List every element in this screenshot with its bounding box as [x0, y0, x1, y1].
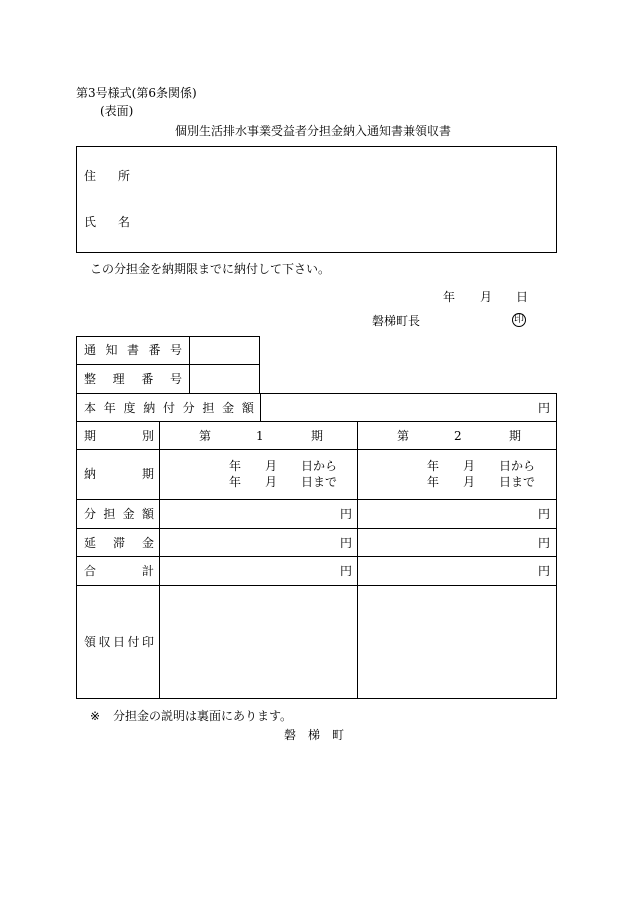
due-2-to-month: 月 [463, 475, 476, 489]
date-month: 月 [480, 290, 493, 304]
date-day: 日 [516, 290, 529, 304]
period-1-dai: 第 [199, 429, 212, 443]
seal-mark: 印 [514, 314, 524, 325]
payment-notice: この分担金を納期限までに納付して下さい。 [90, 262, 331, 276]
address-name-box [76, 146, 557, 253]
due-2-from-month: 月 [463, 459, 476, 473]
name-label: 氏 名 [84, 215, 130, 229]
date-year: 年 [443, 290, 456, 304]
annual-amount-label: 本 年 度 納 付 分 担 金 額 [84, 401, 254, 415]
period-label: 期 別 [84, 429, 154, 443]
note-mark: ※ [90, 709, 101, 723]
period-2-ki: 期 [509, 429, 522, 443]
period-1-number: 1 [256, 429, 264, 443]
period-2-dai: 第 [397, 429, 410, 443]
receipt-stamp-area-1 [161, 588, 355, 696]
due-label: 納 期 [84, 467, 154, 481]
due-2-from-year: 年 [427, 459, 440, 473]
due-2-to-day: 日まで [499, 475, 536, 489]
form-number: 第3号様式(第6条関係) [76, 86, 197, 100]
share-amount-1-yen: 円 [340, 507, 353, 521]
document-title: 個別生活排水事業受益者分担金納入通知書兼領収書 [175, 124, 452, 138]
due-1-to-day: 日まで [301, 475, 338, 489]
issuer-mayor: 磐梯町長 [372, 314, 421, 328]
annual-amount-yen: 円 [538, 401, 551, 415]
share-amount-2-yen: 円 [538, 507, 551, 521]
address-label: 住 所 [84, 169, 130, 183]
receipt-stamp-area-2 [359, 588, 555, 696]
due-1-from-day: 日から [301, 459, 338, 473]
due-1-from-month: 月 [265, 459, 278, 473]
due-2-to-year: 年 [427, 475, 440, 489]
late-fee-2-yen: 円 [538, 536, 551, 550]
due-1-from-year: 年 [229, 459, 242, 473]
due-1-to-year: 年 [229, 475, 242, 489]
side-label: (表面) [100, 104, 134, 118]
footer-town: 磐 梯 町 [284, 728, 345, 742]
period-2-number: 2 [454, 429, 462, 443]
notice-number-label: 通 知 書 番 号 [84, 343, 182, 357]
total-2-yen: 円 [538, 564, 551, 578]
share-amount-label: 分 担 金 額 [84, 507, 154, 521]
late-fee-label: 延 滞 金 [84, 536, 154, 550]
reference-number-label: 整 理 番 号 [84, 372, 182, 386]
due-2-from-day: 日から [499, 459, 536, 473]
total-1-yen: 円 [340, 564, 353, 578]
period-1-ki: 期 [311, 429, 324, 443]
footer-note: 分担金の説明は裏面にあります。 [113, 709, 293, 723]
due-1-to-month: 月 [265, 475, 278, 489]
late-fee-1-yen: 円 [340, 536, 353, 550]
receipt-stamp-label: 領 収 日 付 印 [84, 635, 154, 649]
total-label: 合 計 [84, 564, 154, 578]
